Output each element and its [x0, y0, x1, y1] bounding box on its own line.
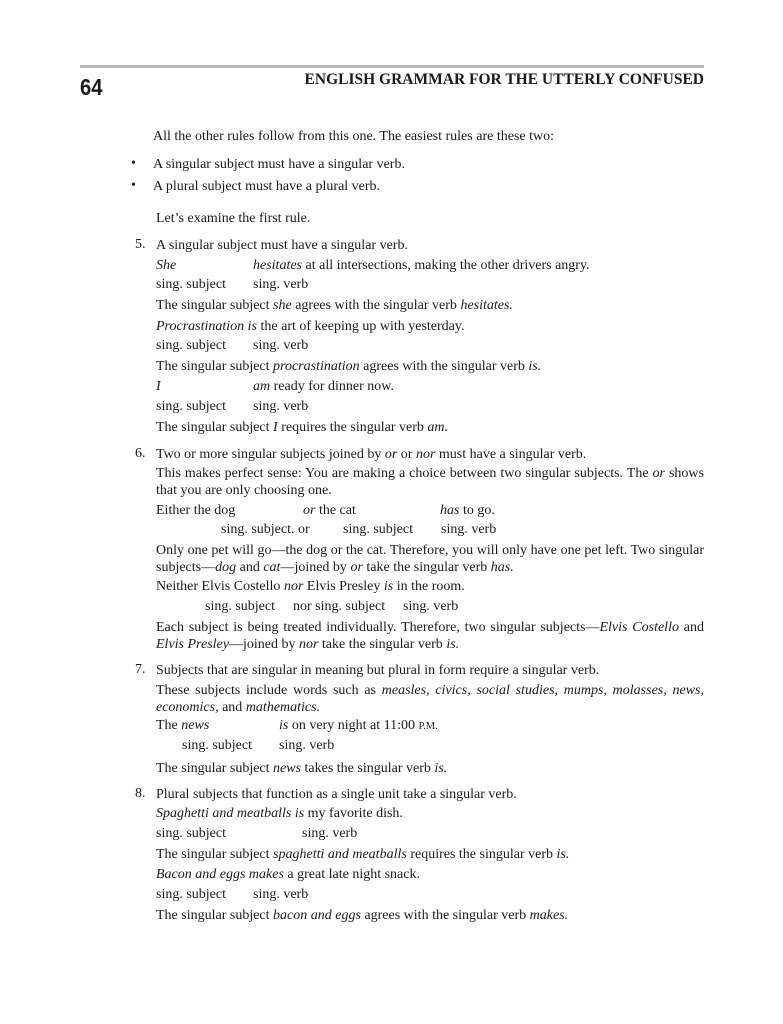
example-subject: She	[156, 258, 177, 273]
label-sing-subject: sing. subject	[156, 277, 226, 292]
explanation: The singular subject I requires the singular verb am.	[156, 420, 449, 435]
label-sing-subject: sing. subject	[205, 599, 275, 614]
intro-text: All the other rules follow from this one. The easiest rules are these two:	[153, 129, 554, 144]
example-sentence: is on very night at 11:00 P.M.	[279, 718, 438, 733]
label-sing-subject: sing. subject	[343, 522, 413, 537]
rule-heading: Two or more singular subjects joined by or or nor must have a singular verb.	[156, 447, 587, 462]
paragraph: These subjects include words such as measles, civics, social studies, mumps, molasses, news, economics, and mathematics.	[156, 683, 704, 715]
example-subject: I	[156, 379, 161, 394]
rule-heading: A singular subject must have a singular verb.	[156, 238, 408, 253]
paragraph: Each subject is being treated individually. Therefore, two singular subjects—Elvis Costello and Elvis Presley—joined by nor take the singular verb is.	[156, 620, 705, 652]
label-sing-verb: sing. verb	[253, 399, 309, 414]
label-sing-verb: sing. verb	[253, 338, 309, 353]
bullet-item: A singular subject must have a singular verb.	[153, 157, 405, 172]
running-header: ENGLISH GRAMMAR FOR THE UTTERLY CONFUSED	[304, 71, 704, 88]
example-verb: has to go.	[440, 503, 495, 518]
label-sing-verb: sing. verb	[253, 887, 309, 902]
example-sentence: Procrastination is the art of keeping up with yesterday.	[156, 319, 465, 334]
label-sing-verb: sing. verb	[403, 599, 459, 614]
example-subject: The news	[156, 718, 210, 733]
lets-examine-text: Let’s examine the first rule.	[156, 211, 311, 226]
label-nor-sing-subject: nor sing. subject	[293, 599, 386, 614]
bullet-marker: •	[131, 178, 136, 193]
label-sing-subject: sing. subject	[156, 338, 226, 353]
label-sing-subject: sing. subject	[156, 826, 226, 841]
example-sentence: Bacon and eggs makes a great late night snack.	[156, 867, 420, 882]
paragraph: Only one pet will go—the dog or the cat. Therefore, you will only have one pet left. Two singular subjects—dog and cat—joined by or take the singular verb has.	[156, 543, 704, 575]
label-sing-verb: sing. verb	[253, 277, 309, 292]
example-subject: or the cat	[303, 503, 356, 518]
label-sing-subject-or: sing. subject. or	[221, 522, 310, 537]
rule-number: 5.	[135, 237, 146, 252]
rule-heading: Plural subjects that function as a single unit take a singular verb.	[156, 787, 517, 802]
page-number: 64	[80, 74, 103, 100]
explanation: The singular subject she agrees with the singular verb hesitates.	[156, 298, 513, 313]
rule-number: 6.	[135, 446, 146, 461]
explanation: The singular subject news takes the singular verb is.	[156, 761, 448, 776]
label-sing-verb: sing. verb	[302, 826, 358, 841]
rule-number: 8.	[135, 786, 146, 801]
header-rule	[80, 65, 704, 68]
explanation: The singular subject spaghetti and meatballs requires the singular verb is.	[156, 847, 570, 862]
example-sentence: am ready for dinner now.	[253, 379, 395, 394]
label-sing-subject: sing. subject	[156, 399, 226, 414]
bullet-item: A plural subject must have a plural verb.	[153, 179, 381, 194]
paragraph: This makes perfect sense: You are making a choice between two singular subjects. The or shows that you are only choosing one.	[156, 466, 704, 498]
rule-heading: Subjects that are singular in meaning but plural in form require a singular verb.	[156, 663, 600, 678]
label-sing-verb: sing. verb	[441, 522, 497, 537]
example-sentence: hesitates at all intersections, making the other drivers angry.	[253, 258, 590, 273]
example-sentence: Neither Elvis Costello nor Elvis Presley is in the room.	[156, 579, 465, 594]
label-sing-subject: sing. subject	[182, 738, 252, 753]
label-sing-verb: sing. verb	[279, 738, 335, 753]
rule-number: 7.	[135, 662, 146, 677]
example-subject: Either the dog	[156, 503, 236, 518]
bullet-marker: •	[131, 156, 136, 171]
label-sing-subject: sing. subject	[156, 887, 226, 902]
explanation: The singular subject procrastination agrees with the singular verb is.	[156, 359, 542, 374]
explanation: The singular subject bacon and eggs agrees with the singular verb makes.	[156, 908, 569, 923]
example-sentence: Spaghetti and meatballs is my favorite dish.	[156, 806, 403, 821]
